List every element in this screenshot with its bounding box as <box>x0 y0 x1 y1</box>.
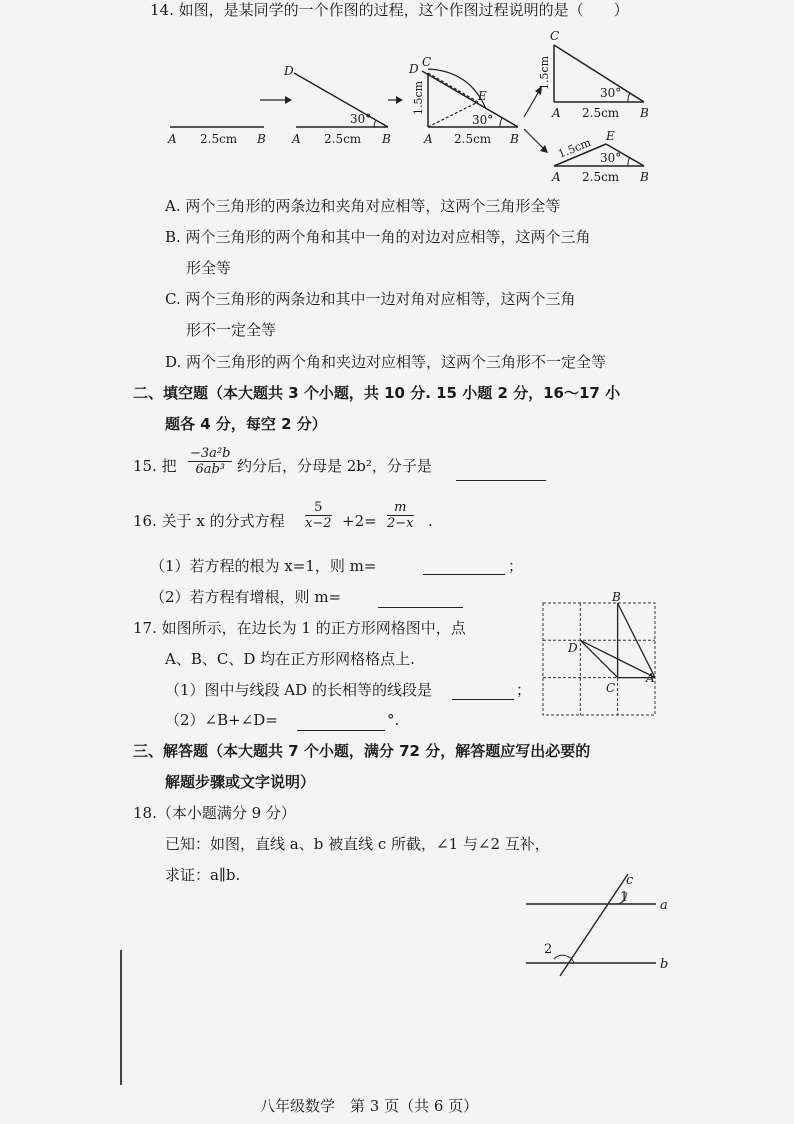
svg-text:A: A <box>552 106 561 120</box>
option-c-cont: 形不一定全等 <box>186 321 277 339</box>
q15-prefix: 15. 把 <box>133 457 177 475</box>
svg-text:A: A <box>168 132 177 146</box>
q17-part1-blank[interactable] <box>452 681 514 700</box>
margin-rule <box>120 950 122 1085</box>
q15-frac-num: −3a²b <box>190 446 231 461</box>
svg-text:C: C <box>550 29 560 43</box>
q17-part2-end: °. <box>387 711 400 729</box>
svg-text:B: B <box>257 132 266 146</box>
svg-text:B: B <box>640 170 649 184</box>
q18-figure <box>520 868 680 978</box>
q16-fraction-2 <box>387 500 414 531</box>
svg-text:A: A <box>552 170 561 184</box>
q17-grid-figure <box>542 590 656 716</box>
q15-fraction <box>188 446 232 477</box>
option-a: A. 两个三角形的两条边和夹角对应相等，这两个三角形全等 <box>165 197 561 215</box>
page-footer: 八年级数学 第 3 页（共 6 页） <box>260 1097 479 1115</box>
q16-part2-blank[interactable] <box>378 589 463 608</box>
svg-text:30°: 30° <box>600 86 622 100</box>
q17-part2-blank[interactable] <box>297 712 385 731</box>
svg-text:2.5cm: 2.5cm <box>582 170 620 184</box>
svg-text:30°: 30° <box>600 151 622 165</box>
q17-part1: （1）图中与线段 AD 的长相等的线段是 <box>165 681 432 699</box>
q18-prove: 求证：a∥b. <box>165 866 241 884</box>
svg-text:b: b <box>660 957 669 972</box>
q16-part1-end: ； <box>508 557 524 575</box>
svg-text:2.5cm: 2.5cm <box>200 132 238 146</box>
q16-end: . <box>428 512 433 530</box>
svg-text:C: C <box>422 55 432 69</box>
svg-text:1.5cm: 1.5cm <box>556 135 593 161</box>
option-b-cont: 形全等 <box>186 259 232 277</box>
q17-line1: 17. 如图所示，在边长为 1 的正方形网格图中，点 <box>133 619 466 637</box>
svg-text:1: 1 <box>620 890 629 905</box>
q16-part1-blank[interactable] <box>423 556 505 575</box>
svg-text:30°: 30° <box>472 113 494 127</box>
svg-text:c: c <box>626 873 634 888</box>
section3-heading-cont: 解题步骤或文字说明） <box>165 773 316 791</box>
svg-text:B: B <box>510 132 519 146</box>
svg-text:2.5cm: 2.5cm <box>582 106 620 120</box>
q15-frac-den: 6ab³ <box>195 462 225 477</box>
section2-heading: 二、填空题（本大题共 3 个小题，共 10 分. 15 小题 2 分，16～17 小 <box>133 384 621 402</box>
svg-text:D: D <box>284 64 294 78</box>
q16-prefix: 16. 关于 x 的分式方程 <box>133 512 285 530</box>
q16-f1-num: 5 <box>305 500 332 516</box>
q16-f2-den: 2−x <box>387 516 414 531</box>
svg-text:B: B <box>612 590 621 604</box>
q16-f2-num: m <box>387 500 414 516</box>
section3-heading: 三、解答题（本大题共 7 个小题，满分 72 分，解答题应写出必要的 <box>133 742 591 760</box>
section2-heading-cont: 题各 4 分，每空 2 分） <box>165 415 327 433</box>
q16-mid: +2= <box>342 512 377 530</box>
q17-part1-end: ； <box>516 681 532 699</box>
svg-text:A: A <box>424 132 433 146</box>
q16-fraction-1 <box>305 500 332 531</box>
svg-text:A: A <box>646 671 655 685</box>
q14-stem: 14. 如图，是某同学的一个作图的过程，这个作图过程说明的是（ ） <box>150 1 629 19</box>
q15-suffix: 约分后，分母是 2b²，分子是 <box>237 457 432 475</box>
option-b: B. 两个三角形的两个角和其中一角的对边对应相等，这两个三角 <box>165 228 591 246</box>
q18-title: 18.（本小题满分 9 分） <box>133 804 296 822</box>
svg-text:1.5cm: 1.5cm <box>412 80 425 115</box>
option-d: D. 两个三角形的两个角和夹边对应相等，这两个三角形不一定全等 <box>165 353 607 371</box>
q17-line2: A、B、C、D 均在正方形网格格点上. <box>165 650 415 668</box>
svg-text:30°: 30° <box>350 112 372 126</box>
svg-text:B: B <box>382 132 391 146</box>
svg-text:B: B <box>640 106 649 120</box>
svg-text:1.5cm: 1.5cm <box>538 55 551 90</box>
svg-text:D: D <box>568 641 578 655</box>
q14-figure <box>160 25 680 195</box>
svg-text:2.5cm: 2.5cm <box>454 132 492 146</box>
option-c: C. 两个三角形的两条边和其中一边对角对应相等，这两个三角 <box>165 290 576 308</box>
svg-text:C: C <box>606 681 616 695</box>
q16-part1: （1）若方程的根为 x=1，则 m= <box>150 557 377 575</box>
svg-text:A: A <box>292 132 301 146</box>
svg-text:E: E <box>478 89 487 103</box>
svg-text:D: D <box>409 62 419 76</box>
q18-given: 已知：如图，直线 a、b 被直线 c 所截，∠1 与∠2 互补， <box>165 835 550 853</box>
q17-part2: （2）∠B+∠D= <box>165 711 278 729</box>
q16-part2: （2）若方程有增根，则 m= <box>150 588 342 606</box>
q15-answer-blank[interactable] <box>456 462 546 481</box>
q16-f1-den: x−2 <box>305 516 332 531</box>
svg-text:E: E <box>606 129 615 143</box>
svg-text:2.5cm: 2.5cm <box>324 132 362 146</box>
svg-text:a: a <box>660 898 668 913</box>
svg-text:2: 2 <box>544 942 553 957</box>
